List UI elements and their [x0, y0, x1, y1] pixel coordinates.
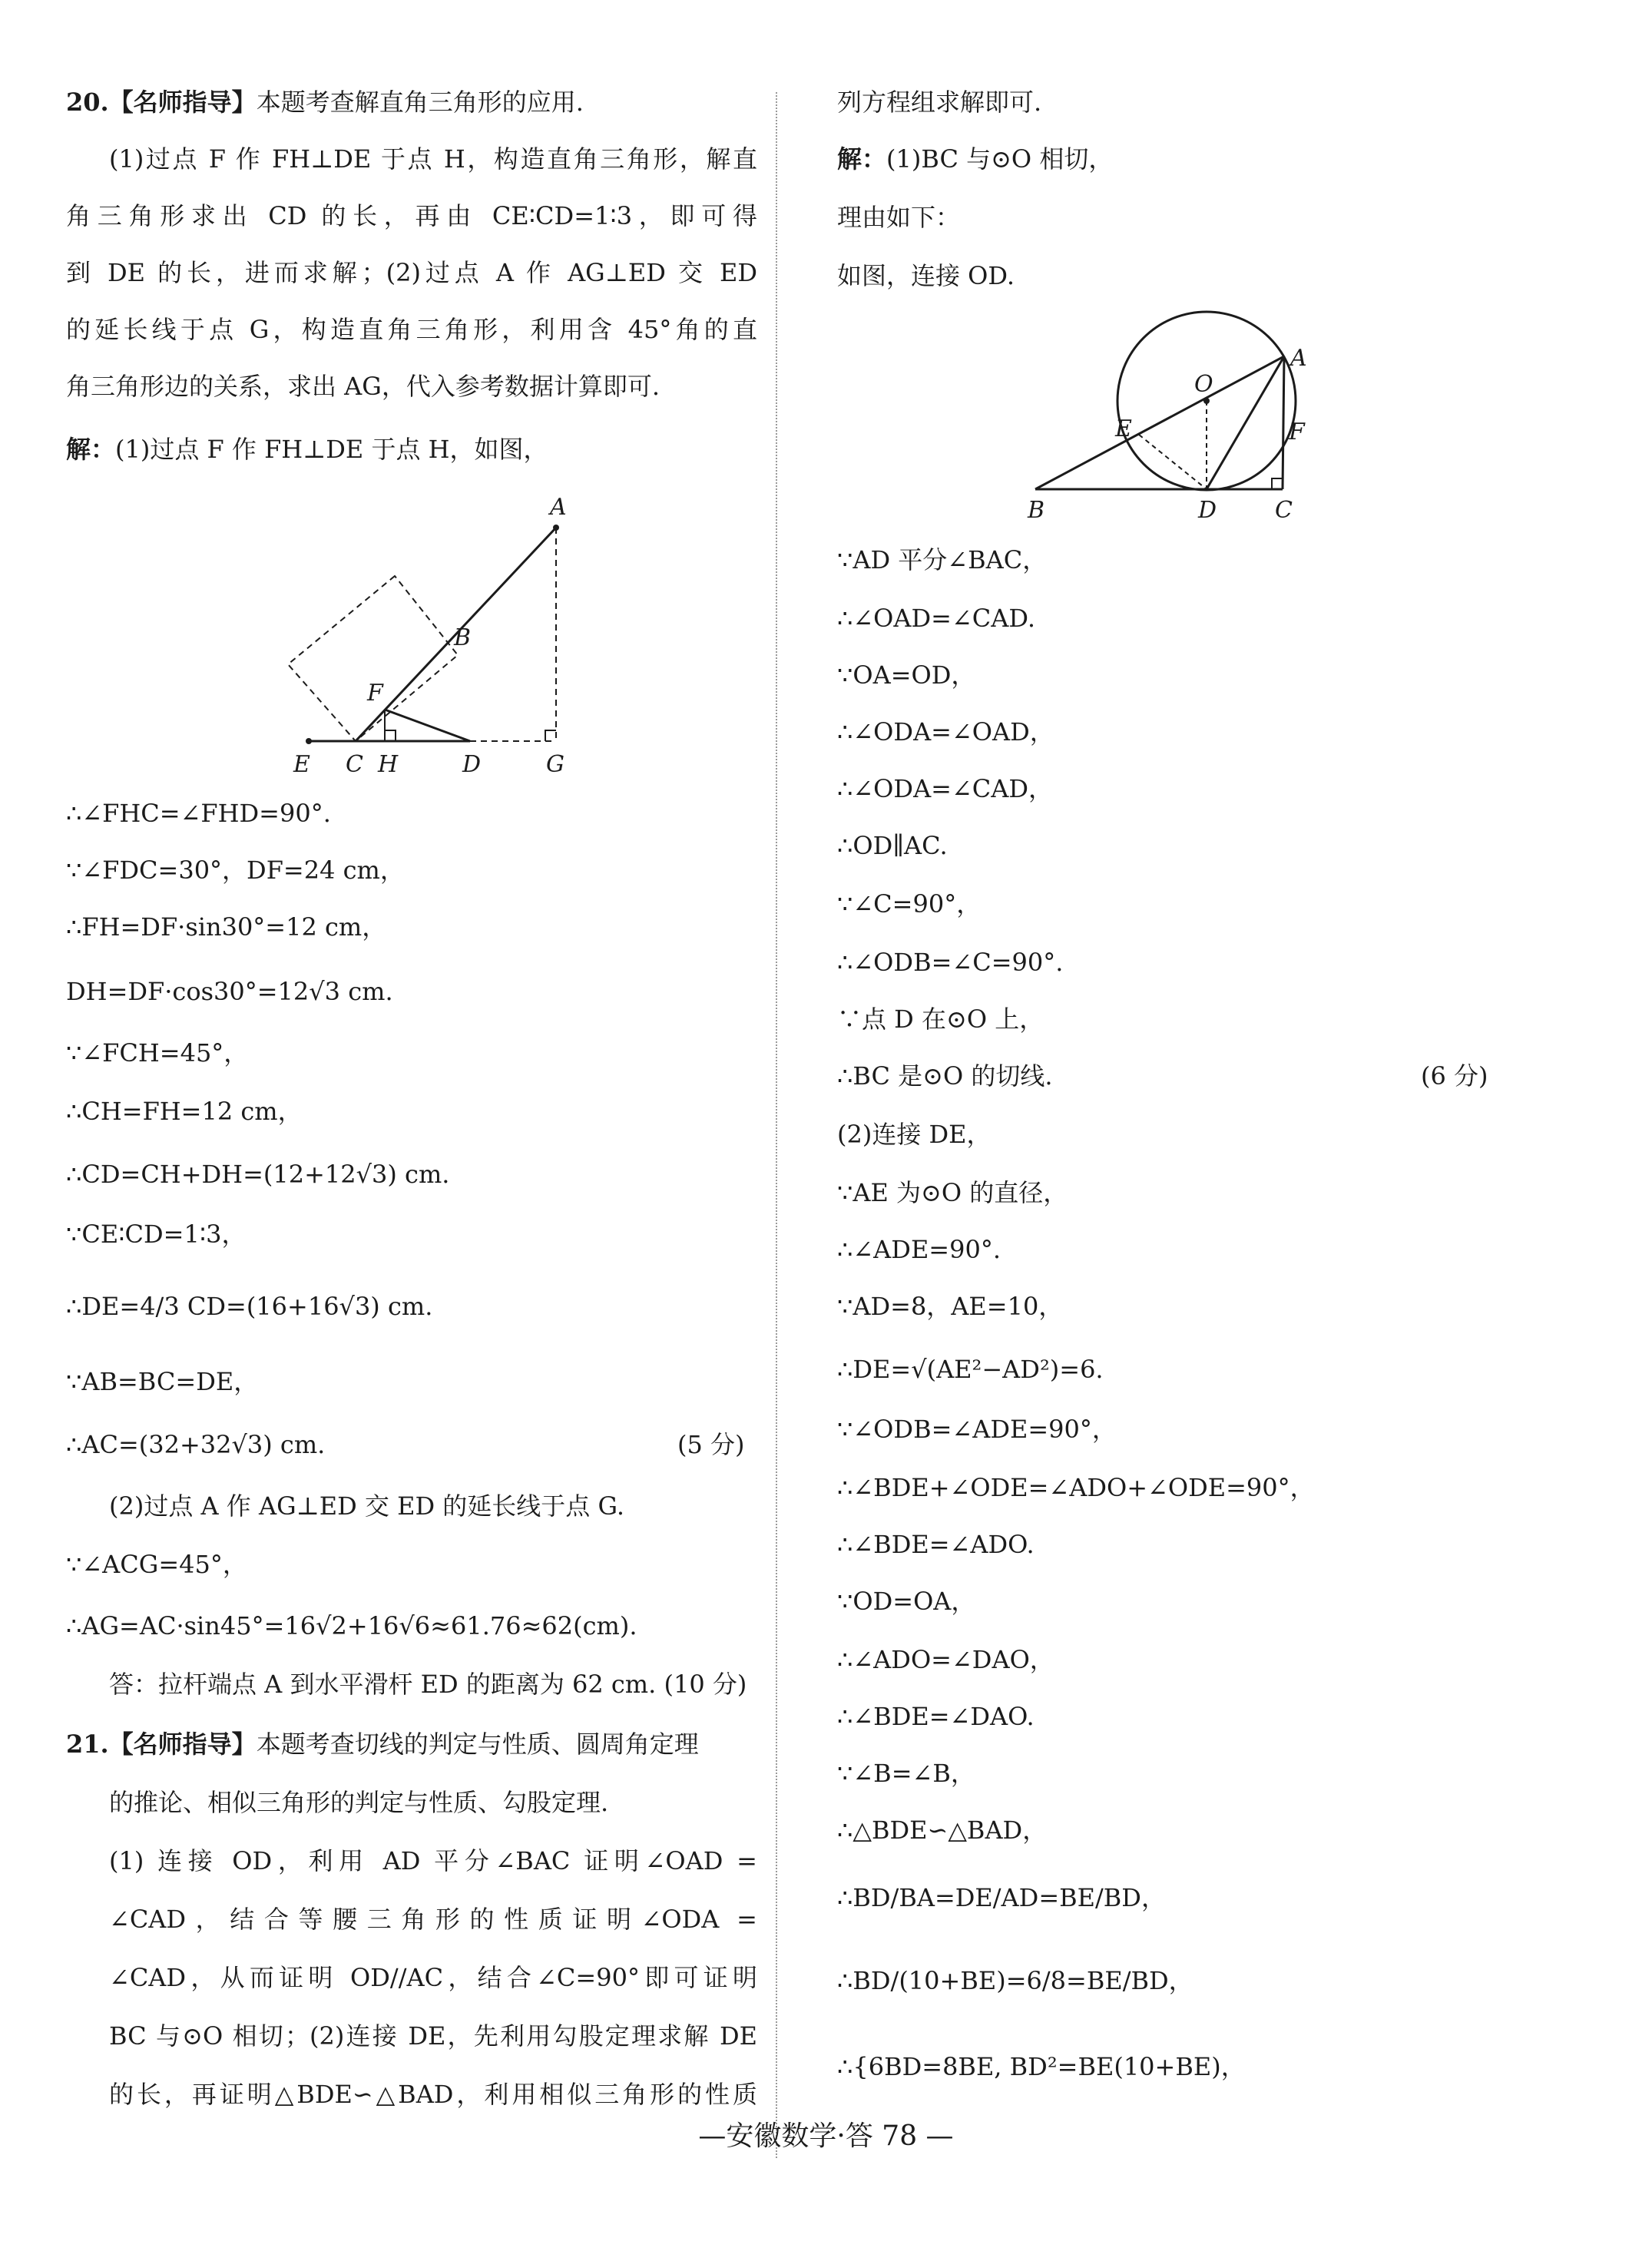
q20-solution-start [66, 433, 548, 465]
q21-step: ∴OD∥AC. [837, 831, 948, 860]
q20-step: ∴CD=CH+DH=(12+12√3) cm. [66, 1160, 450, 1189]
q20-step: ∵CE∶CD=1∶3， [66, 1220, 247, 1249]
solution-text: (1)过点 F 作 FH⊥DE 于点 H，如图， [115, 435, 548, 464]
q20-step: ∴AG=AC·sin45°=16√2+16√6≈61.76≈62(cm). [66, 1611, 637, 1640]
label-a: A [1290, 345, 1307, 372]
q21-step: ∵OA=OD， [837, 660, 976, 690]
q20-guide-line: (1)过点 F 作 FH⊥DE 于点 H，构造直角三角形，解直 [109, 144, 757, 174]
q20-step: ∵AB=BC=DE， [66, 1367, 259, 1396]
column-divider [776, 92, 777, 2158]
q21-step: ∴∠ODA=∠CAD， [837, 774, 1054, 803]
q21-step: ∵OD=OA， [837, 1587, 976, 1616]
q21-step: ∴∠BDE=∠ADO. [837, 1530, 1035, 1559]
label-b: B [1028, 497, 1045, 524]
q20-step: DH=DF·cos30°=12√3 cm. [66, 977, 393, 1006]
q20-step: ∴∠FHC=∠FHD=90°. [66, 799, 331, 828]
point-e [306, 738, 312, 744]
q20-step: ∵∠ACG=45°， [66, 1550, 247, 1579]
segment-ba [1035, 356, 1284, 489]
label-d: D [1198, 497, 1217, 524]
q21-step: ∴∠BDE=∠DAO. [837, 1702, 1035, 1731]
q21-step: ∴△BDE∽△BAD， [837, 1816, 1048, 1845]
q20-step: (2)过点 A 作 AG⊥ED 交 ED 的延长线于点 G. [109, 1491, 625, 1521]
q21-number: 21. [66, 1730, 109, 1759]
q20-step: ∴CH=FH=12 cm， [66, 1097, 303, 1126]
q21-guide-line: ∠CAD，从而证明 OD//AC，结合∠C=90°即可证明 [109, 1963, 757, 1992]
q20-tag: 【名师指导】 [108, 88, 257, 117]
label-h: H [378, 751, 399, 778]
point-o [1203, 398, 1210, 404]
q21-step: ∵点 D 在⊙O 上， [837, 1005, 1045, 1034]
segment-ac [1283, 356, 1284, 489]
q21-step: ∴{6BD=8BE, BD²=BE(10+BE)， [837, 2052, 1246, 2081]
q21-step: ∴∠ADO=∠DAO， [837, 1645, 1054, 1674]
q20-step: ∴FH=DF·sin30°=12 cm， [66, 912, 387, 942]
point-a [553, 525, 559, 531]
q21-step: ∴∠ODA=∠OAD， [837, 717, 1054, 746]
q21-step: ∵AD 平分∠BAC， [837, 545, 1048, 574]
q21-step: ∴BD/(10+BE)=6/8=BE/BD， [837, 1966, 1193, 1995]
q20-step: ∵∠FCH=45°， [66, 1038, 249, 1068]
solution-text: (1)BC 与⊙O 相切， [886, 144, 1114, 174]
q21-step: ∵∠C=90°， [837, 889, 982, 919]
right-angle-h [385, 730, 396, 741]
q21-line: 如图，连接 OD. [837, 261, 1015, 290]
q21-step: ∴∠OAD=∠CAD. [837, 604, 1036, 633]
q20-step: ∴DE=4/3 CD=(16+16√3) cm. [66, 1292, 433, 1321]
q21-guide-line: 的推论、相似三角形的判定与性质、勾股定理. [109, 1788, 609, 1817]
q21-step: ∵∠B=∠B， [837, 1759, 975, 1788]
q21-step: ∴∠ADE=90°. [837, 1235, 1001, 1264]
segment-ed [1139, 435, 1207, 489]
q20-number: 20. [66, 88, 109, 117]
q20-heading [66, 86, 584, 118]
q21-step: ∵∠ODB=∠ADE=90°， [837, 1415, 1117, 1444]
label-b: B [454, 624, 472, 651]
right-angle-g [545, 730, 556, 741]
solution-label: 解： [837, 144, 887, 174]
q20-figure [66, 492, 757, 783]
q20-step: ∵∠FDC=30°，DF=24 cm， [66, 856, 405, 885]
label-c: C [346, 751, 363, 778]
label-a: A [550, 494, 567, 521]
q21-step: ∴∠BDE+∠ODE=∠ADO+∠ODE=90°， [837, 1473, 1315, 1502]
page-footer: —安徽数学·答 78 — [698, 2120, 954, 2152]
q21-guide-line: (1) 连接 OD，利用 AD 平分∠BAC 证明∠OAD = [109, 1846, 757, 1875]
q21-step: ∴BD/BA=DE/AD=BE/BD， [837, 1883, 1166, 1912]
label-g: G [546, 751, 564, 778]
q20-guide-line: 角三角形边的关系，求出 AG，代入参考数据计算即可. [66, 372, 660, 401]
q21-figure [837, 307, 1498, 538]
q21-step: ∴DE=√(AE²−AD²)=6. [837, 1355, 1104, 1384]
q20-answer: 答：拉杆端点 A 到水平滑杆 ED 的距离为 62 cm. (10 分) [109, 1670, 747, 1699]
q21-step: (2)连接 DE， [837, 1120, 992, 1149]
q20-step: ∴AC=(32+32√3) cm. [66, 1430, 326, 1459]
label-f: F [367, 680, 383, 707]
q20-topic: 本题考查解直角三角形的应用. [256, 88, 584, 117]
label-e: E [1115, 415, 1132, 442]
q20-guide-line: 的延长线于点 G，构造直角三角形，利用含 45°角的直 [66, 315, 757, 344]
q21-tag: 【名师指导】 [108, 1730, 257, 1759]
q21-step: ∵AD=8，AE=10， [837, 1292, 1064, 1321]
q21-solution-start [837, 143, 1113, 175]
q21-line: 理由如下： [837, 203, 961, 232]
segment-fd [385, 710, 470, 741]
score-5: (5 分) [677, 1430, 745, 1459]
q21-continue: 列方程组求解即可. [837, 88, 1042, 117]
q21-guide-line: BC 与⊙O 相切；(2)连接 DE，先利用勾股定理求解 DE [109, 2021, 757, 2051]
q21-step: ∴∠ODB=∠C=90°. [837, 948, 1064, 977]
label-e: E [293, 751, 310, 778]
label-c: C [1275, 497, 1293, 524]
q20-guide-line: 到 DE 的长，进而求解；(2)过点 A 作 AG⊥ED 交 ED [66, 258, 757, 287]
q21-step: ∵AE 为⊙O 的直径， [837, 1178, 1068, 1207]
label-o: O [1194, 371, 1213, 398]
label-f: F [1289, 419, 1305, 445]
q21-topic: 本题考查切线的判定与性质、圆周角定理 [256, 1730, 699, 1759]
q21-step: ∴BC 是⊙O 的切线. [837, 1061, 1053, 1091]
q21-guide-line: ∠CAD，结合等腰三角形的性质证明∠ODA = [109, 1905, 757, 1934]
q21-heading [66, 1728, 699, 1760]
q21-guide-line: 的长，再证明△BDE∽△BAD，利用相似三角形的性质 [109, 2080, 757, 2109]
score-6: (6 分) [1421, 1061, 1488, 1091]
q20-guide-line: 角三角形求出 CD 的长，再由 CE∶CD=1∶3，即可得 [66, 201, 757, 230]
right-angle-c [1272, 478, 1283, 489]
solution-label: 解： [66, 435, 116, 464]
label-d: D [462, 751, 482, 778]
